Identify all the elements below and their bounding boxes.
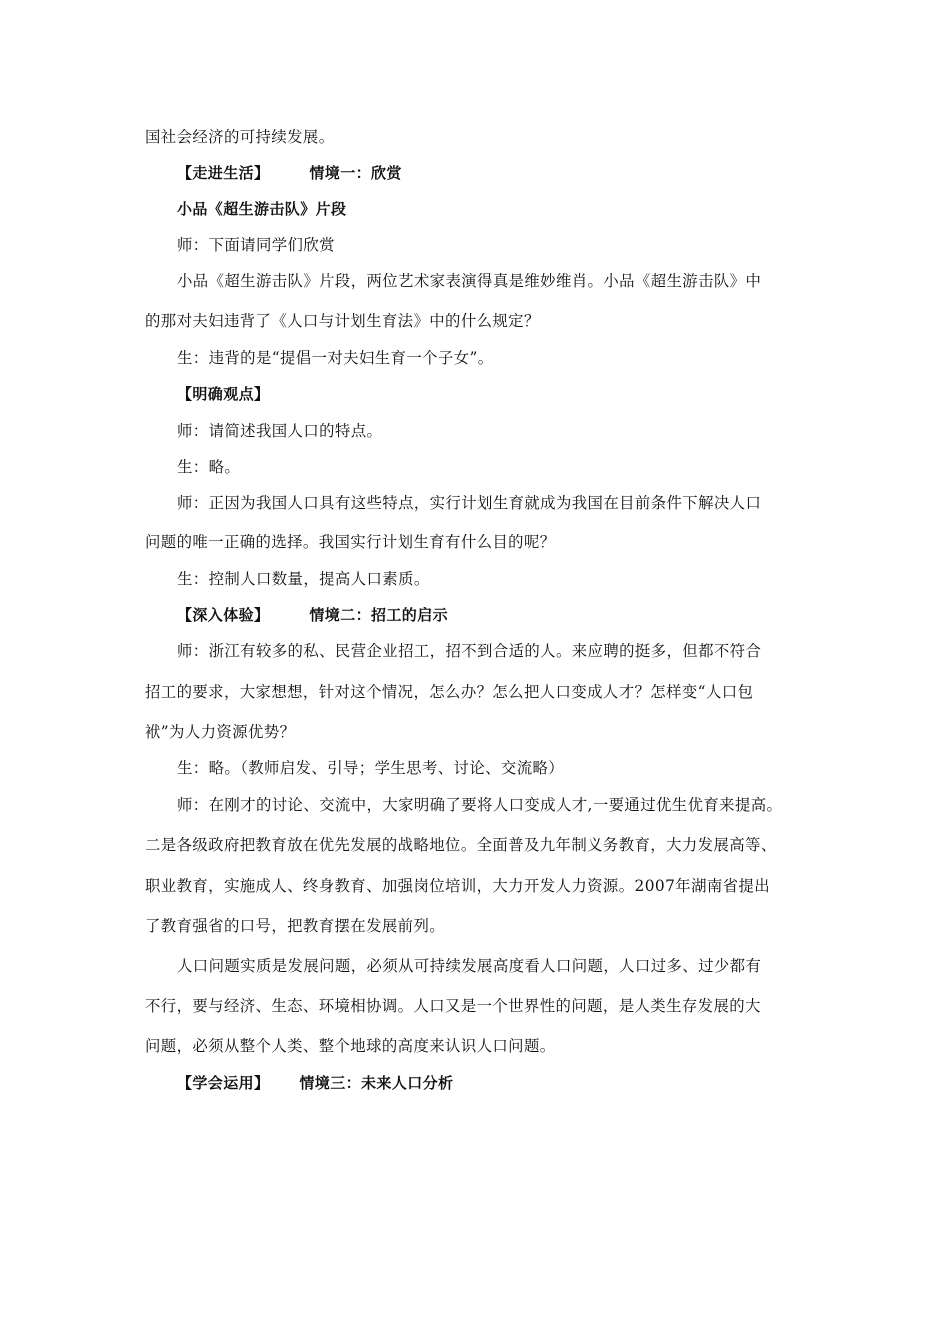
- section-heading-shenru-tiyan: [177, 605, 448, 625]
- text-line: 了教育强省的口号，把教育摆在发展前列。: [145, 917, 446, 935]
- section-heading-mingque-guandian: 【明确观点】: [177, 385, 270, 403]
- text-line: 职业教育，实施成人、终身教育、加强岗位培训，大力开发人力资源。2007年湖南省提出: [145, 877, 771, 895]
- section-tag: 【学会运用】: [177, 1074, 270, 1092]
- text-line: 的那对夫妇违背了《人口与计划生育法》中的什么规定？: [145, 312, 540, 330]
- text-line: 师：在刚才的讨论、交流中，大家明确了要将人口变成人才,一要通过优生优育来提高。: [177, 796, 783, 814]
- text-line: 小品《超生游击队》片段，两位艺术家表演得真是维妙维肖。小品《超生游击队》中: [177, 272, 762, 290]
- text-line: 师：正因为我国人口具有这些特点，实行计划生育就成为我国在目前条件下解决人口: [177, 494, 762, 512]
- section-title: 情境三：未来人口分析: [299, 1074, 454, 1092]
- section-title: 情境二：招工的启示: [309, 606, 449, 624]
- section-tag: 【深入体验】: [177, 606, 270, 624]
- section-heading-zoujin-shenghuo: [177, 163, 402, 183]
- text-line: 师：下面请同学们欣赏: [177, 236, 335, 254]
- text-line: 生：略。（教师启发、引导；学生思考、讨论、交流略）: [177, 759, 565, 777]
- text-line: 生：略。: [177, 458, 241, 476]
- section-heading-xuehui-yunyong: [177, 1073, 453, 1093]
- section-tag: 【走进生活】: [177, 164, 270, 182]
- text-line: 问题的唯一正确的选择。我国实行计划生育有什么目的呢？: [145, 533, 556, 551]
- section-title: 情境一：欣赏: [309, 164, 402, 182]
- text-line: 不行，要与经济、生态、环境相协调。人口又是一个世界性的问题，是人类生存发展的大: [145, 997, 761, 1015]
- text-line: 师：请简述我国人口的特点。: [177, 422, 383, 440]
- subheading: 小品《超生游击队》片段: [177, 200, 347, 218]
- text-line: 国社会经济的可持续发展。: [145, 128, 335, 146]
- text-line: 人口问题实质是发展问题，必须从可持续发展高度看人口问题，人口过多、过少都有: [177, 957, 762, 975]
- text-line: 师：浙江有较多的私、民营企业招工，招不到合适的人。来应聘的挺多，但都不符合: [177, 642, 762, 660]
- text-line: 袱”为人力资源优势？: [145, 723, 296, 741]
- text-line: 问题，必须从整个人类、整个地球的高度来认识人口问题。: [145, 1037, 556, 1055]
- text-line: 招工的要求，大家想想，针对这个情况，怎么办？怎么把人口变成人才？怎样变“人口包: [145, 683, 754, 701]
- text-line: 生：控制人口数量，提高人口素质。: [177, 570, 430, 588]
- text-line: 生：违背的是“提倡一对夫妇生育一个子女”。: [177, 349, 494, 367]
- text-line: 二是各级政府把教育放在优先发展的战略地位。全面普及九年制义务教育，大力发展高等、: [145, 836, 777, 854]
